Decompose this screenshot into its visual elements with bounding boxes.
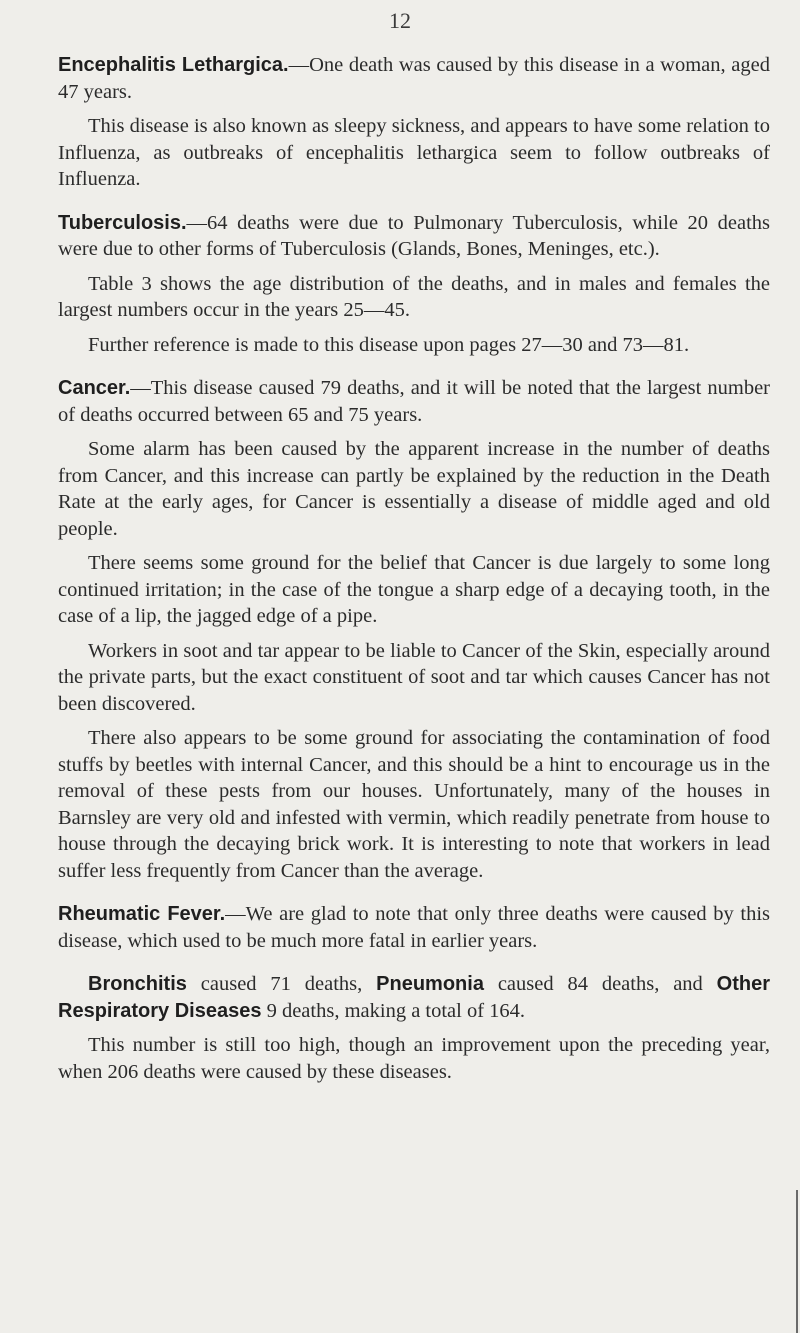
page-edge-shadow	[796, 1190, 798, 1333]
cancer-heading: Cancer.	[58, 377, 131, 399]
bronchitis-text: caused 71 deaths,	[186, 973, 377, 995]
other-respiratory-heading: Other Respiratory Diseases	[58, 973, 770, 1022]
cancer-paragraph-5: There also appears to be some ground for associating the contamination of food stuffs by beetles with internal Cancer, and this should be a hint to encourage us in the removal of these pests from our houses. Unfortunately, many of the houses in Barnsley are very old and infested with vermin, which readily penetrate from house to house through the decaying brick work. It is interesting to note that workers in lead suffer less frequently from Cancer than the average.	[58, 727, 770, 882]
rheumatic-paragraph	[58, 901, 770, 954]
encephalitis-text: —One death was caused by this disease in a woman, aged 47 years.	[58, 54, 770, 103]
cancer-paragraph-4: Workers in soot and tar appear to be liable to Cancer of the Skin, especially around the private parts, but the exact constituent of soot and tar which causes Cancer has not been discovered.	[58, 639, 770, 715]
rheumatic-text: —We are glad to note that only three deaths were caused by this disease, which used to be much more fatal in earlier years.	[58, 903, 771, 952]
cancer-text: —This disease caused 79 deaths, and it will be noted that the largest number of deaths occurred between 65 and 75 years.	[58, 377, 770, 426]
tuberculosis-paragraph-2: Table 3 shows the age distribution of the deaths, and in males and females the largest numbers occur in the years 25—45.	[58, 272, 770, 321]
tuberculosis-text: —64 deaths were due to Pulmonary Tuberculosis, while 20 deaths were due to other forms of Tuberculosis (Glands, Bones, Meninges, etc.).	[58, 211, 770, 260]
encephalitis-paragraph	[58, 52, 770, 105]
other-respiratory-text: 9 deaths, making a total of 164.	[261, 999, 526, 1022]
respiratory-paragraph	[58, 971, 770, 1024]
respiratory-paragraph-2: This number is still too high, though an improvement upon the preceding year, when 206 deaths were caused by these diseases.	[58, 1034, 770, 1083]
cancer-paragraph-2: Some alarm has been caused by the apparent increase in the number of deaths from Cancer, and this increase can partly be explained by the reduction in the Death Rate at the early ages, for Cancer is essentially a disease of middle aged and old people.	[58, 438, 770, 540]
bronchitis-heading: Bronchitis	[88, 973, 187, 995]
pneumonia-heading: Pneumonia	[376, 973, 484, 995]
tuberculosis-paragraph-3: Further reference is made to this disease upon pages 27—30 and 73—81.	[88, 333, 690, 356]
page-number: 12	[389, 8, 411, 33]
encephalitis-paragraph-2: This disease is also known as sleepy sickness, and appears to have some relation to Influenza, as outbreaks of encephalitis lethargica seem to follow outbreaks of Influenza.	[58, 115, 770, 190]
cancer-paragraph	[58, 375, 770, 428]
document-body	[58, 52, 770, 1102]
tuberculosis-paragraph	[58, 210, 770, 263]
rheumatic-heading: Rheumatic Fever.	[58, 903, 226, 925]
cancer-paragraph-3: There seems some ground for the belief that Cancer is due largely to some long continued irritation; in the case of the tongue a sharp edge of a decaying tooth, in the case of a lip, the jagged edge of a pipe.	[58, 552, 770, 627]
pneumonia-text: caused 84 deaths, and	[483, 973, 717, 995]
encephalitis-heading: Encephalitis Lethargica.	[58, 54, 289, 76]
tuberculosis-heading: Tuberculosis.	[58, 211, 187, 234]
